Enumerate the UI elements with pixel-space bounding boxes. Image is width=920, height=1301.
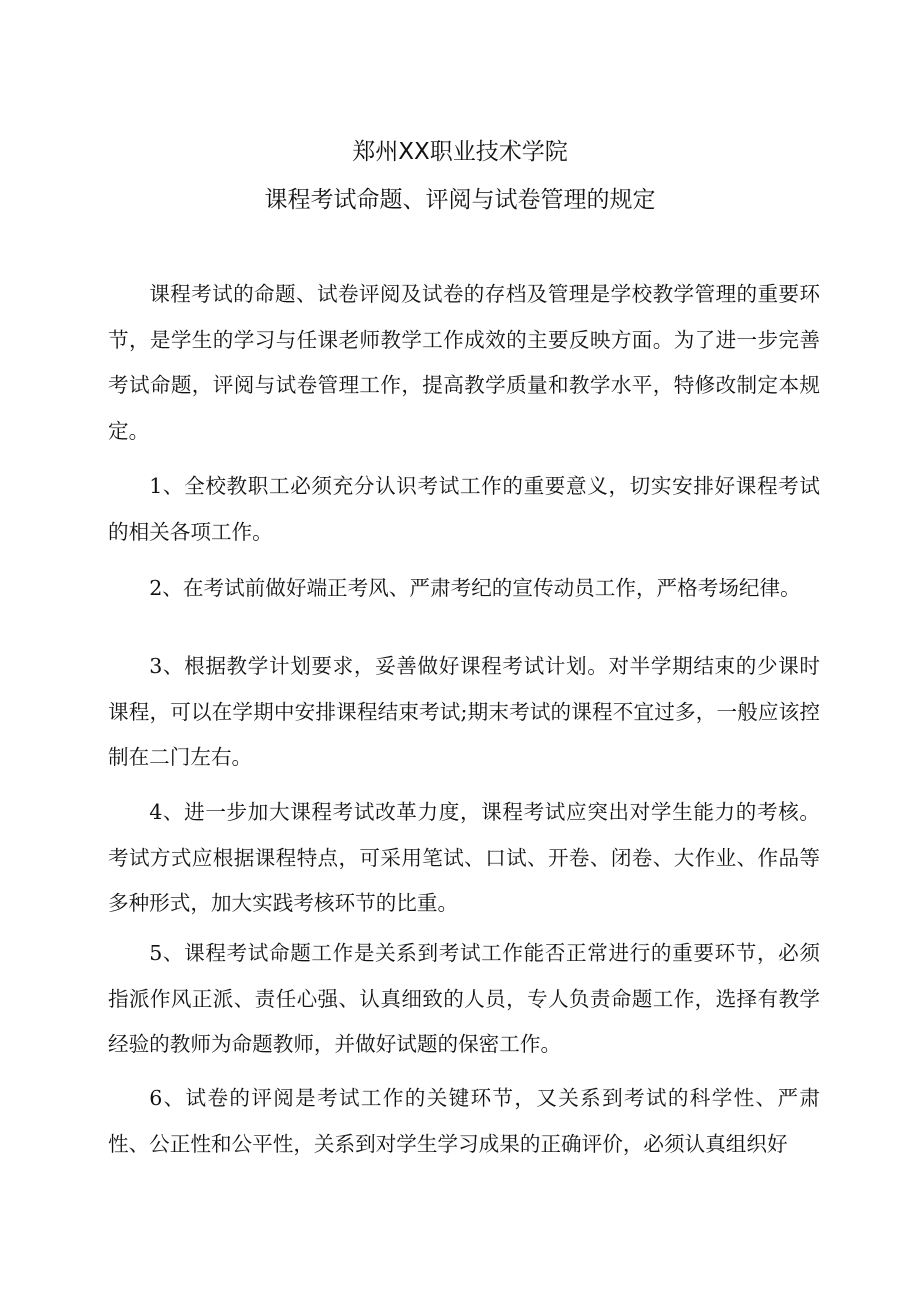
rule-paragraph-2: 2、在考试前做好端正考风、严肃考纪的宣传动员工作，严格考场纪律。 <box>149 576 801 600</box>
document-title: 课程考试命题、评阅与试卷管理的规定 <box>264 187 656 213</box>
rule-paragraph-1: 1、全校教职工必须充分认识考试工作的重要意义，切实安排好课程考试的相关各项工作。 <box>108 474 820 544</box>
rule-paragraph-3: 3、根据教学计划要求，妥善做好课程考试计划。对半学期结束的少课时课程，可以在学期中安排课程结束考试;期末考试的课程不宜过多，一般应该控制在二门左右。 <box>108 654 820 769</box>
intro-paragraph: 课程考试的命题、试卷评阅及试卷的存档及管理是学校教学管理的重要环节，是学生的学习与任课老师教学工作成效的主要反映方面。为了进一步完善考试命题，评阅与试卷管理工作，提高教学质量和教学水平，特修改制定本规定。 <box>108 282 820 443</box>
institution-title: 郑州XX职业技术学院 <box>352 139 568 165</box>
rule-paragraph-5: 5、课程考试命题工作是关系到考试工作能否正常进行的重要环节，必须指派作风正派、责任心强、认真细致的人员，专人负责命题工作，选择有教学经验的教师为命题教师，并做好试题的保密工作。 <box>108 941 820 1056</box>
rule-paragraph-4: 4、进一步加大课程考试改革力度，课程考试应突出对学生能力的考核。考试方式应根据课程特点，可采用笔试、口试、开卷、闭卷、大作业、作品等多种形式，加大实践考核环节的比重。 <box>108 800 820 915</box>
rule-paragraph-6: 6、试卷的评阅是考试工作的关键环节，又关系到考试的科学性、严肃性、公正性和公平性，关系到对学生学习成果的正确评价，必须认真组织好 <box>108 1086 820 1156</box>
